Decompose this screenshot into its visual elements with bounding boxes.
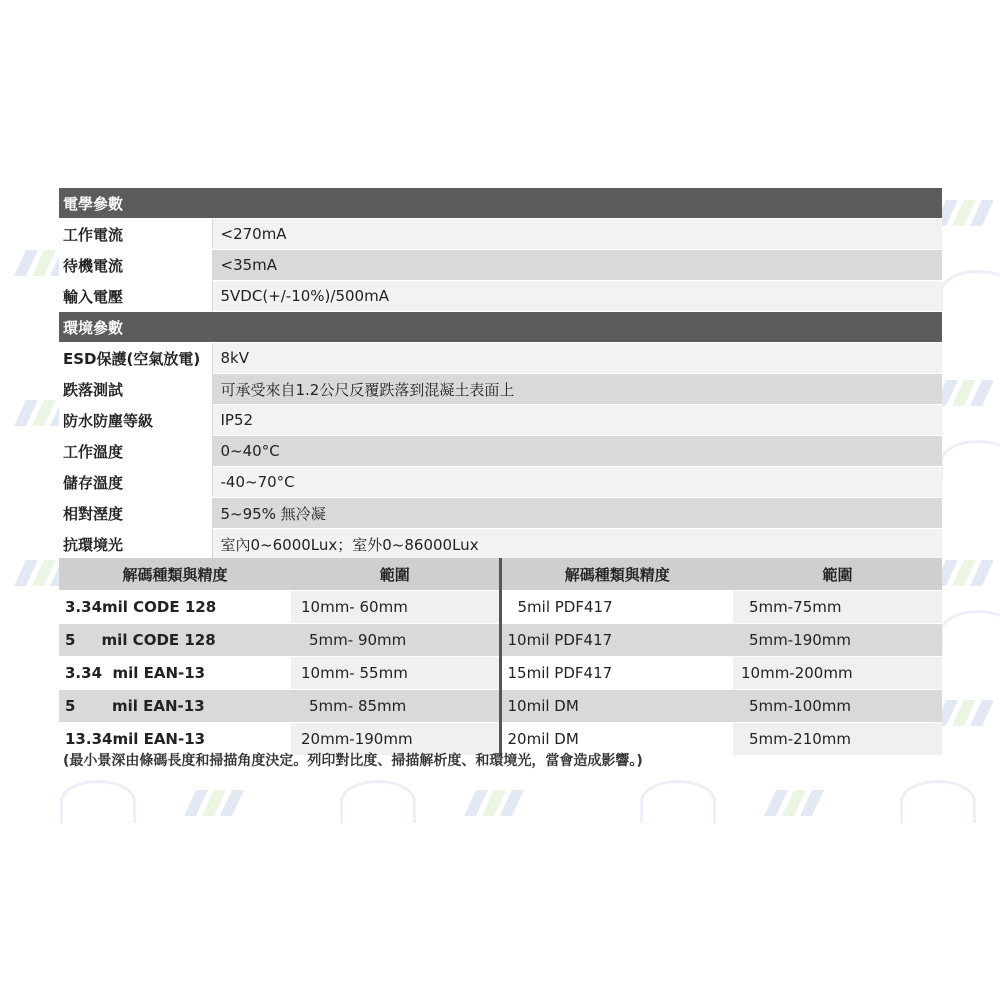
decode-type: 10mil PDF417 [500, 624, 733, 657]
spec-label: 防水防塵等級 [59, 405, 212, 436]
spec-row [59, 529, 942, 560]
decode-range: 10mm- 55mm [291, 657, 500, 690]
spec-value: <270mA [212, 219, 942, 250]
decode-row [59, 657, 942, 690]
spec-value: <35mA [212, 250, 942, 281]
section-title: 環境參數 [59, 312, 942, 343]
decode-range: 5mm-75mm [733, 591, 942, 624]
decode-type-header: 解碼種類與精度 [500, 558, 733, 591]
spec-row [59, 250, 942, 281]
decode-type: 13.34mil EAN-13 [59, 723, 291, 756]
spec-label: ESD保護(空氣放電) [59, 343, 212, 374]
range-header: 範圍 [733, 558, 942, 591]
footnote: (最小景深由條碼長度和掃描角度決定。列印對比度、掃描解析度、和環境光，當會造成影響。) [63, 753, 643, 769]
spec-value: 0~40°C [212, 436, 942, 467]
decode-type: 5mil PDF417 [500, 591, 733, 624]
spec-value: IP52 [212, 405, 942, 436]
spec-row [59, 219, 942, 250]
decode-type: 5 mil CODE 128 [59, 624, 291, 657]
spec-row [59, 405, 942, 436]
decode-header-row [59, 558, 942, 591]
decode-range: 10mm- 60mm [291, 591, 500, 624]
decode-type: 20mil DM [500, 723, 733, 756]
spec-label: 待機電流 [59, 250, 212, 281]
spec-table [59, 188, 942, 560]
spec-value: -40~70°C [212, 467, 942, 498]
spec-row [59, 467, 942, 498]
spec-value: 5VDC(+/-10%)/500mA [212, 281, 942, 312]
spec-row [59, 374, 942, 405]
decode-range: 10mm-200mm [733, 657, 942, 690]
spec-value: 可承受來自1.2公尺反覆跌落到混凝土表面上 [212, 374, 942, 405]
decode-range: 5mm-100mm [733, 690, 942, 723]
decode-range: 20mm-190mm [291, 723, 500, 756]
spec-label: 抗環境光 [59, 529, 212, 560]
spec-row [59, 498, 942, 529]
decode-range: 5mm-190mm [733, 624, 942, 657]
decode-range: 5mm- 85mm [291, 690, 500, 723]
section-header-environment [59, 312, 942, 343]
spec-label: 儲存溫度 [59, 467, 212, 498]
spec-label: 相對溼度 [59, 498, 212, 529]
decode-type: 5 mil EAN-13 [59, 690, 291, 723]
decode-type: 3.34mil CODE 128 [59, 591, 291, 624]
decode-row [59, 690, 942, 723]
decode-type-header: 解碼種類與精度 [59, 558, 291, 591]
spec-row [59, 281, 942, 312]
decode-range: 5mm- 90mm [291, 624, 500, 657]
decode-row [59, 591, 942, 624]
spec-label: 工作溫度 [59, 436, 212, 467]
spec-label: 輸入電壓 [59, 281, 212, 312]
spec-label: 跌落測試 [59, 374, 212, 405]
decode-type: 15mil PDF417 [500, 657, 733, 690]
decode-type: 10mil DM [500, 690, 733, 723]
spec-value: 8kV [212, 343, 942, 374]
decode-row [59, 624, 942, 657]
decode-table [59, 558, 942, 756]
spec-row [59, 436, 942, 467]
decode-range: 5mm-210mm [733, 723, 942, 756]
range-header: 範圍 [291, 558, 500, 591]
spec-value: 5~95% 無冷凝 [212, 498, 942, 529]
decode-type: 3.34 mil EAN-13 [59, 657, 291, 690]
spec-value: 室內0~6000Lux；室外0~86000Lux [212, 529, 942, 560]
section-title: 電學參數 [59, 188, 942, 219]
spec-row [59, 343, 942, 374]
spec-label: 工作電流 [59, 219, 212, 250]
section-header-electrical [59, 188, 942, 219]
